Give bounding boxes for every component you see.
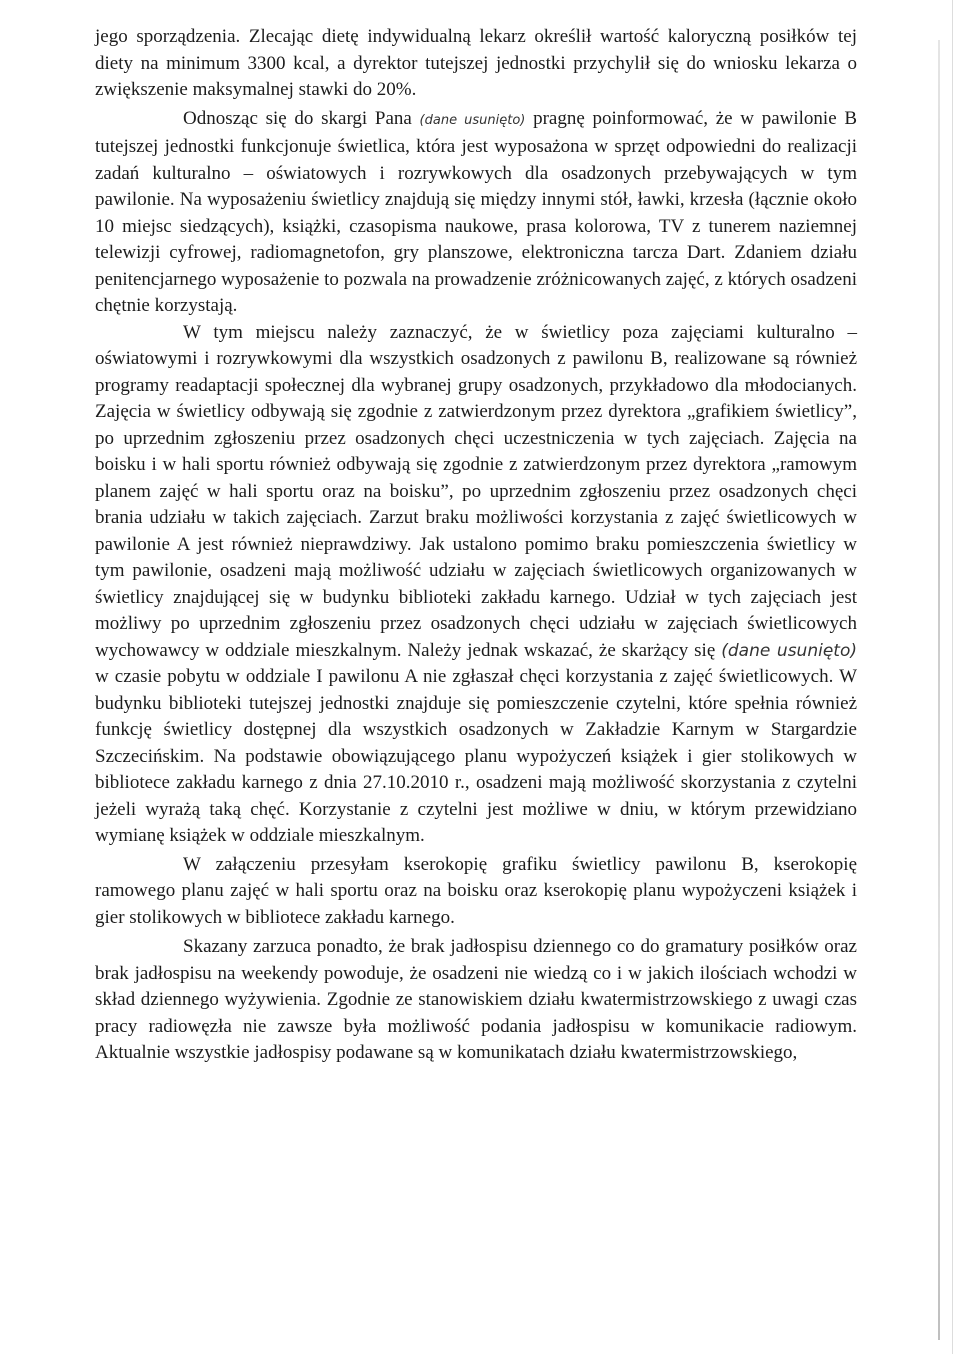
paragraph-4: W załączeniu przesyłam kserokopię grafiku świetlicy pawilonu B, kserokopię ramowego planu zajęć w hali sportu oraz na boisku oraz kserokopię planu wypożyczeni książek i gier stolikowych w bibliotece zakładu karnego. (95, 853, 857, 928)
paragraph-2 (95, 106, 857, 320)
scan-edge-line (952, 0, 953, 1354)
paragraph-5: Skazany zarzuca ponadto, że brak jadłospisu dziennego co do gramatury posiłków oraz brak jadłospisu na weekendy powoduje, że osadzeni nie wiedzą co i w jakich ilościach wchodzi w skład dziennego wyżywienia. Zgodnie ze stanowiskiem działu kwatermistrzowskiego z uwagi czas pracy radiowęzła nie zawsze była możliwość podania jadłospisu w komunikacie radiowym. Aktualnie wszystkie jadłospisy podawane są w komunikatach działu kwatermistrzowskiego, (95, 936, 857, 1063)
paragraph-3-rest: w czasie pobytu w oddziale I pawilonu A nie zgłaszał chęci korzystania z zajęć świetlicowych. W budynku biblioteki tutejszej jednostki znajduje się pomieszczenie czytelni, które spełnia również funkcję świetlicy dostępnej dla wszystkich osadzonych w Zakładzie Karnym w Stargardzie Szczecińskim. Na podstawie obowiązującego planu wypożyczeń książek i gier stolikowych w bibliotece zakładu karnego z dnia 27.10.2010 r., osadzeni mają możliwość skorzystania z czytelni jeżeli wyrażą taką chęć. Korzystanie z czytelni jest możliwe w dniu, w którym przewidziano wymianę książek w oddziale mieszkalnym. (95, 666, 857, 846)
paragraph-3-start: W tym miejscu należy zaznaczyć, że w świetlicy poza zajęciami kulturalno – oświatowymi i rozrywkowymi dla wszystkich osadzonych z pawilonu B, realizowane są również programy readaptacji społecznej dla wybranej grupy osadzonych, przykładowo dla młodocianych. Zajęcia w świetlicy odbywają się zgodnie z zatwierdzonym przez dyrektora „grafikiem świetlicy”, po uprzednim zgłoszeniu przez osadzonych chęci uczestniczenia w tych zajęciach. Zajęcia na boisku i w hali sportu również odbywają się zgodnie z zatwierdzonym przez dyrektora „ramowym planem zajęć w hali sportu oraz na boisku”, po uprzednim zgłoszeniu przez osadzonych chęci brania udziału w takich zajęciach. Zarzut braku możliwości korzystania z zajęć świetlicowych w pawilonie A jest również nieprawdziwy. Jak ustalono pomimo braku pomieszczenia świetlicy w tym pawilonie, osadzeni mają możliwość udziału w zajęciach świetlicowych organizowanych w świetlicy znajdującej się w budynku biblioteki zakładu karnego. Udział w tych zajęciach jest możliwy po uprzednim zgłoszeniu przez osadzonych chęci udziału w zajęciach świetlicowych wychowawcy w oddziale mieszkalnym. Należy jednak wskazać, że skarżący się (95, 321, 857, 661)
paragraph-3 (95, 320, 857, 850)
paragraph-2-start: Odnosząc się do skargi Pana (183, 107, 420, 129)
scan-edge-shadow (938, 40, 940, 1340)
redacted-name-handwritten-2: (dane usunięto) (721, 640, 857, 661)
paragraph-2-rest: pragnę poinformować, że w pawilonie B tutejszej jednostki funkcjonuje świetlica, która jest wyposażona w sprzęt odpowiedni do realizacji zadań kulturalno – oświatowych i rozrywkowych dla osadzonych przebywających w tym pawilonie. Na wyposażeniu świetlicy znajdują się między innymi stół, ławki, krzesła (łącznie około 10 miejsc siedzących), książki, czasopisma naukowe, prasa kolorowa, TV z tunerem naziemnej telewizji cyfrowej, radiomagnetofon, gry planszowe, elektroniczna tarcza Dart. Zdaniem działu penitencjarnego wyposażenie to pozwala na prowadzenie zróżnicowanych zajęć, z których osadzeni chętnie korzystają. (95, 107, 858, 316)
paragraph-1: jego sporządzenia. Zlecając dietę indywidualną lekarz określił wartość kaloryczną posiłków tej diety na minimum 3300 kcal, a dyrektor tutejszej jednostki przychylił się do wniosku lekarza o zwiększenie maksymalnej stawki do 20%. (95, 26, 857, 100)
redacted-name-handwritten: (dane usunięto) (419, 112, 526, 128)
document-page (95, 22, 857, 1067)
